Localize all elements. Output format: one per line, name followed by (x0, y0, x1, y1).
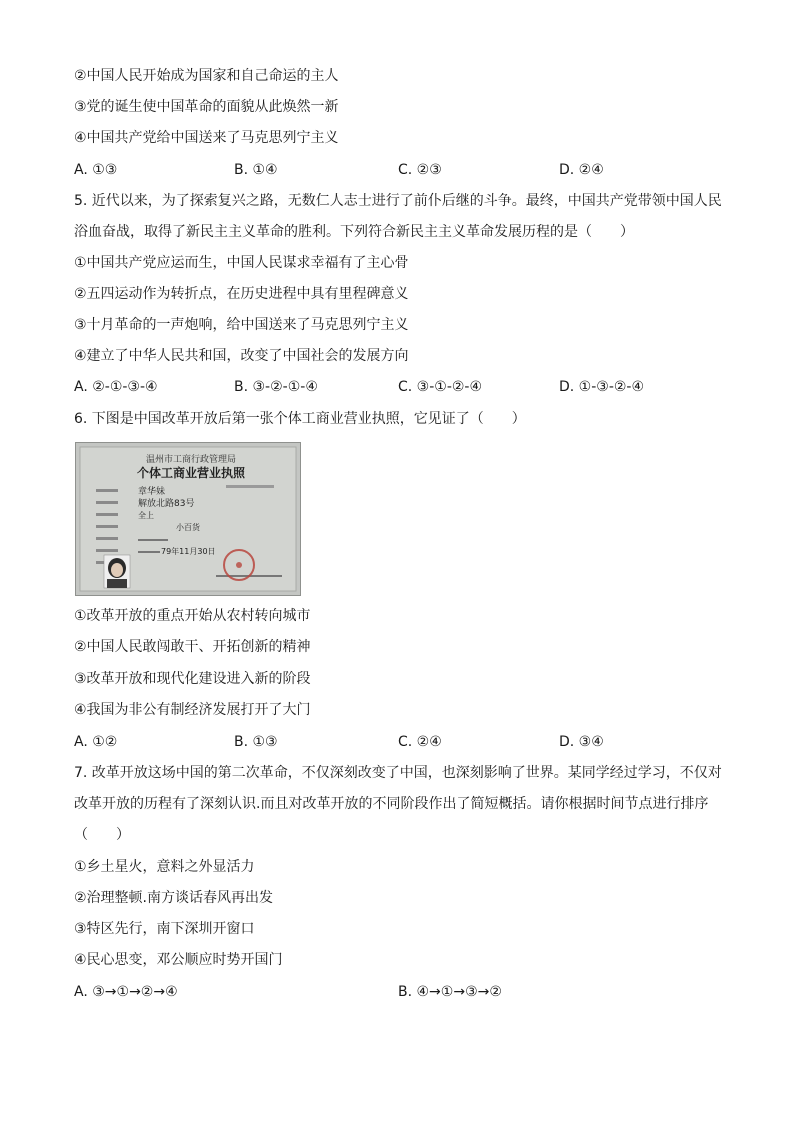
q5-option-b: B. ③-②-①-④ (234, 379, 318, 395)
q4-option-b: B. ①④ (234, 162, 278, 178)
q5-option-c: C. ③-①-②-④ (398, 379, 483, 395)
business-license-photo (75, 442, 301, 596)
q7-item-4: ④民心思变，邓公顺应时势开国门 (74, 952, 283, 968)
q7-item-2: ②治理整顿.南方谈话春风再出发 (74, 890, 274, 906)
q6-option-b: B. ①③ (234, 734, 278, 750)
license-authority: 温州市工商行政管理局 (145, 455, 237, 465)
license-title: 个体工商业营业执照 (136, 466, 246, 480)
q6-option-d: D. ③④ (559, 734, 604, 750)
q5-option-a: A. ②-①-③-④ (74, 379, 158, 395)
q4-item-3: ③党的诞生使中国革命的面貌从此焕然一新 (74, 99, 339, 115)
q6-option-c: C. ②④ (398, 734, 442, 750)
license-same: 全上 (138, 511, 154, 520)
q5-option-d: D. ①-③-②-④ (559, 379, 645, 395)
q5-item-3: ③十月革命的一声炮响，给中国送来了马克思列宁主义 (74, 317, 409, 333)
q4-option-a: A. ①③ (74, 162, 118, 178)
q7-stem-line3: （ ） (74, 827, 130, 843)
license-name: 章华妹 (138, 487, 166, 497)
q6-item-3: ③改革开放和现代化建设进入新的阶段 (74, 671, 311, 687)
q6-item-2: ②中国人民敢闯敢干、开拓创新的精神 (74, 639, 311, 655)
license-address: 解放北路83号 (138, 499, 195, 509)
q6-stem: 6. 下图是中国改革开放后第一张个体工商业营业执照，它见证了（ ） (74, 411, 526, 427)
q7-item-3: ③特区先行，南下深圳开窗口 (74, 921, 255, 937)
q7-stem-line2: 改革开放的历程有了深刻认识.而且对改革开放的不同阶段作出了简短概括。请你根据时间节点进行排序 (74, 796, 709, 812)
q7-item-1: ①乡土星火，意料之外显活力 (74, 859, 255, 875)
q6-option-a: A. ①② (74, 734, 118, 750)
q5-stem-line1: 5. 近代以来，为了探索复兴之路，无数仁人志士进行了前仆后继的斗争。最终，中国共产党带领中国人民 (74, 193, 722, 209)
q7-option-b: B. ④→①→③→② (398, 984, 502, 1000)
license-issue-date: 79年11月30日 (161, 547, 216, 556)
q4-option-c: C. ②③ (398, 162, 442, 178)
q7-stem-line1: 7. 改革开放这场中国的第二次革命，不仅深刻改变了中国，也深刻影响了世界。某同学经过学习，不仅对 (74, 765, 722, 781)
q5-item-4: ④建立了中华人民共和国，改变了中国社会的发展方向 (74, 348, 409, 364)
q5-stem-line2: 浴血奋战，取得了新民主主义革命的胜利。下列符合新民主主义革命发展历程的是（ ） (74, 224, 634, 240)
q7-option-a: A. ③→①→②→④ (74, 984, 178, 1000)
q4-item-4: ④中国共产党给中国送来了马克思列宁主义 (74, 130, 339, 146)
q5-item-1: ①中国共产党应运而生，中国人民谋求幸福有了主心骨 (74, 255, 409, 271)
q6-item-1: ①改革开放的重点开始从农村转向城市 (74, 608, 311, 624)
license-scope: 小百货 (176, 523, 200, 532)
q5-item-2: ②五四运动作为转折点，在历史进程中具有里程碑意义 (74, 286, 409, 302)
q4-item-2: ②中国人民开始成为国家和自己命运的主人 (74, 68, 339, 84)
q4-option-d: D. ②④ (559, 162, 604, 178)
q6-item-4: ④我国为非公有制经济发展打开了大门 (74, 702, 311, 718)
license-document-image (76, 443, 300, 595)
